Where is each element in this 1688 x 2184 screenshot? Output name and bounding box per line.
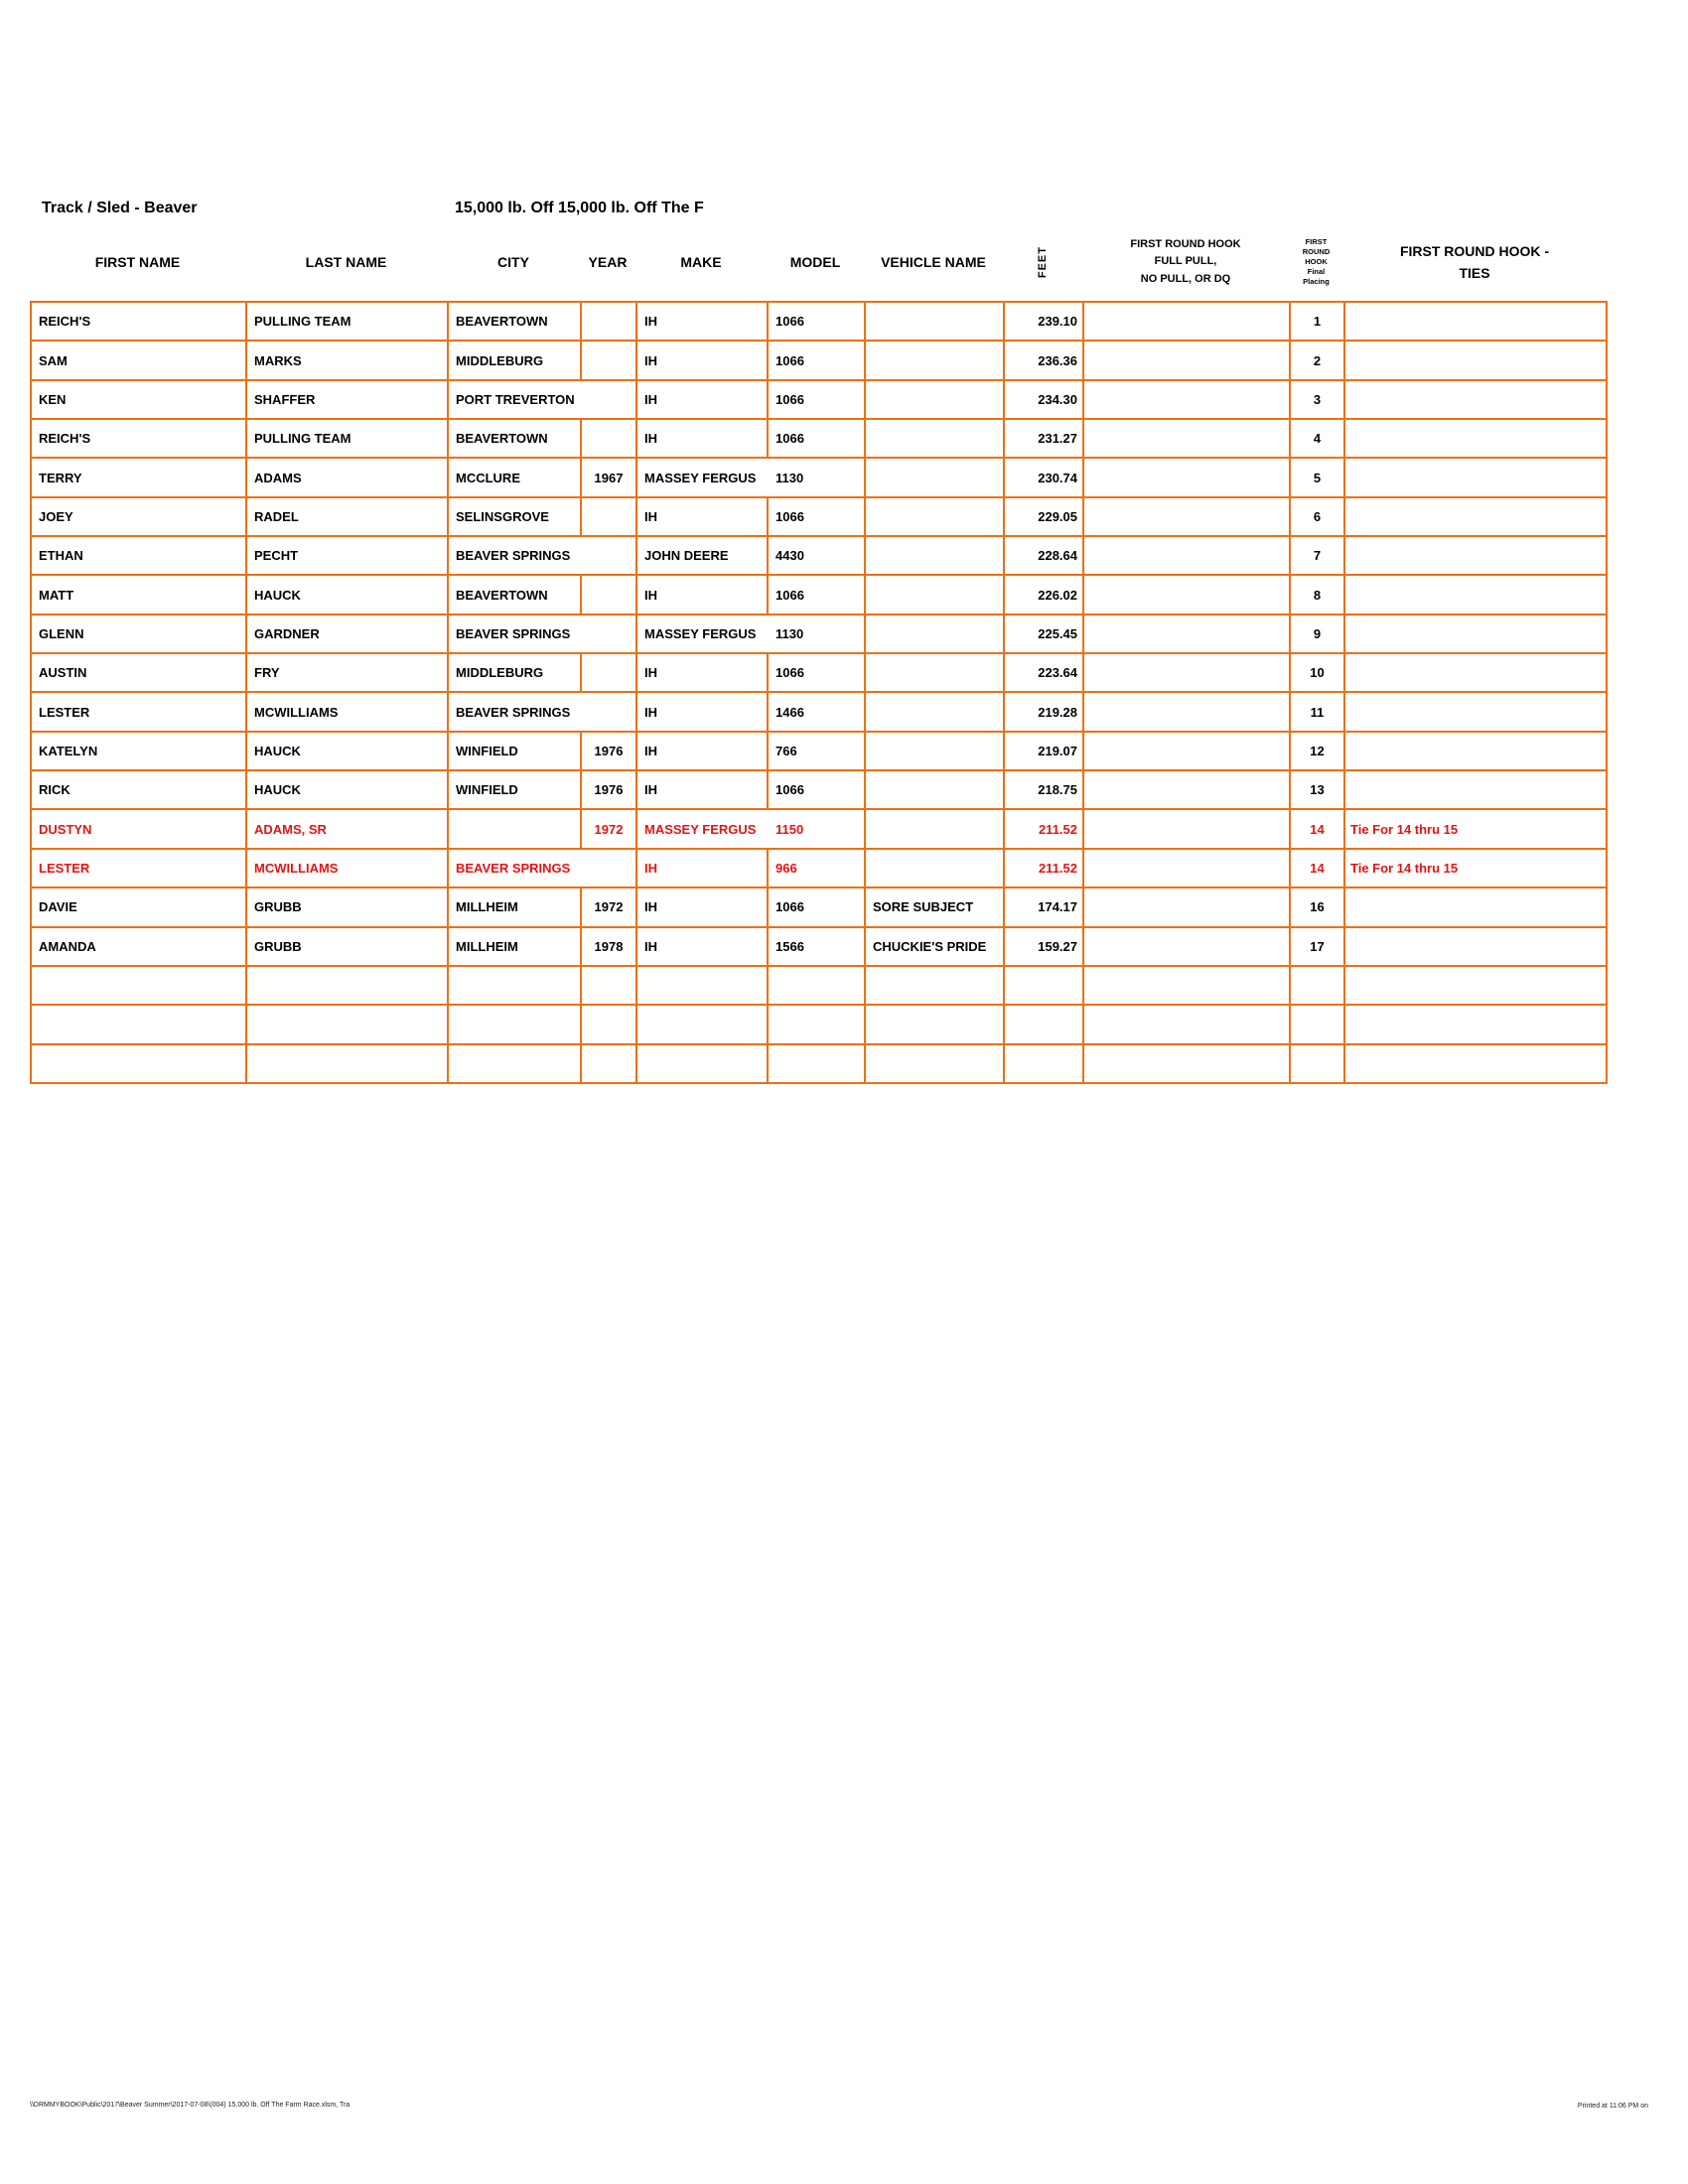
cell-city [449, 967, 582, 1006]
cell-year [582, 693, 637, 732]
cell-make: IH [637, 654, 769, 693]
cell-tie-note [1345, 303, 1608, 341]
cell-last-name: GRUBB [247, 928, 449, 967]
cell-city: SELINSGROVE [449, 498, 582, 537]
hook-header-line: FULL PULL, [1154, 255, 1217, 268]
cell-make: MASSEY FERGUS [637, 615, 769, 654]
cell-last-name [247, 1006, 449, 1044]
track-sled-title: Track / Sled - Beaver [42, 200, 198, 216]
cell-city: MIDDLEBURG [449, 341, 582, 380]
cell-model: 1066 [769, 498, 866, 537]
cell-last-name: GARDNER [247, 615, 449, 654]
cell-tie-note [1345, 537, 1608, 576]
cell-final-placing: 2 [1291, 341, 1345, 380]
cell-feet: 225.45 [1005, 615, 1084, 654]
cell-year [582, 303, 637, 341]
cell-final-placing: 6 [1291, 498, 1345, 537]
placing-header-line: Final [1307, 267, 1326, 277]
cell-model: 1066 [769, 771, 866, 810]
cell-make: IH [637, 303, 769, 341]
cell-tie-note [1345, 459, 1608, 497]
cell-feet: 236.36 [1005, 341, 1084, 380]
cell-first-name: REICH'S [32, 420, 247, 459]
cell-model: 1066 [769, 576, 866, 614]
cell-make: JOHN DEERE [637, 537, 769, 576]
cell-city: MILLHEIM [449, 928, 582, 967]
cell-vehicle-name [866, 771, 1005, 810]
cell-first-round-hook-result [1084, 810, 1291, 849]
cell-first-round-hook-result [1084, 459, 1291, 497]
cell-first-round-hook-result [1084, 967, 1291, 1006]
cell-city [449, 1045, 582, 1084]
col-header-year: YEAR [588, 253, 628, 270]
cell-model [769, 1045, 866, 1084]
cell-vehicle-name [866, 381, 1005, 420]
printed-timestamp-footer: Printed at 11:06 PM on [1577, 2103, 1648, 2110]
cell-feet: 219.07 [1005, 733, 1084, 771]
column-header-row [30, 224, 1606, 300]
cell-make [637, 1006, 769, 1044]
cell-first-round-hook-result [1084, 888, 1291, 927]
cell-last-name: MCWILLIAMS [247, 850, 449, 888]
hook-header-line: NO PULL, OR DQ [1140, 272, 1231, 285]
cell-city [449, 810, 582, 849]
cell-last-name: RADEL [247, 498, 449, 537]
cell-year [582, 1006, 637, 1044]
cell-city: BEAVERTOWN [449, 576, 582, 614]
cell-model: 1066 [769, 341, 866, 380]
cell-first-name: JOEY [32, 498, 247, 537]
placing-header-line: Placing [1303, 277, 1330, 287]
cell-city [449, 1006, 582, 1044]
cell-feet: 159.27 [1005, 928, 1084, 967]
cell-final-placing: 16 [1291, 888, 1345, 927]
cell-city: WINFIELD [449, 771, 582, 810]
cell-first-name: DUSTYN [32, 810, 247, 849]
cell-vehicle-name [866, 498, 1005, 537]
col-header-city: CITY [497, 253, 529, 270]
cell-city: BEAVER SPRINGS [449, 693, 582, 732]
cell-vehicle-name [866, 537, 1005, 576]
cell-last-name: HAUCK [247, 733, 449, 771]
cell-model: 1466 [769, 693, 866, 732]
cell-year: 1976 [582, 733, 637, 771]
cell-last-name: SHAFFER [247, 381, 449, 420]
cell-first-name: KATELYN [32, 733, 247, 771]
cell-first-round-hook-result [1084, 1045, 1291, 1084]
cell-make: IH [637, 498, 769, 537]
cell-vehicle-name [866, 420, 1005, 459]
cell-last-name [247, 967, 449, 1006]
cell-city: BEAVER SPRINGS [449, 537, 582, 576]
file-path-footer: \\DRMMYBOOK\Public\2017\Beaver Summer\2017-07-08\(004) 15,000 lb. Off The Farm Race.xlsm, Tra [30, 2102, 351, 2109]
cell-first-name: GLENN [32, 615, 247, 654]
cell-vehicle-name [866, 850, 1005, 888]
cell-first-round-hook-result [1084, 576, 1291, 614]
cell-feet: 234.30 [1005, 381, 1084, 420]
cell-model [769, 967, 866, 1006]
cell-first-round-hook-result [1084, 537, 1291, 576]
cell-vehicle-name [866, 1045, 1005, 1084]
cell-make: IH [637, 733, 769, 771]
cell-first-round-hook-result [1084, 341, 1291, 380]
cell-first-name: LESTER [32, 850, 247, 888]
cell-first-round-hook-result [1084, 654, 1291, 693]
cell-first-round-hook-result [1084, 771, 1291, 810]
cell-last-name: ADAMS, SR [247, 810, 449, 849]
cell-first-name [32, 967, 247, 1006]
weight-class-title: 15,000 lb. Off 15,000 lb. Off The F [455, 200, 704, 216]
cell-last-name: MCWILLIAMS [247, 693, 449, 732]
cell-last-name: ADAMS [247, 459, 449, 497]
cell-year [582, 850, 637, 888]
cell-feet [1005, 1045, 1084, 1084]
cell-city: BEAVER SPRINGS [449, 615, 582, 654]
cell-tie-note [1345, 420, 1608, 459]
cell-tie-note [1345, 654, 1608, 693]
cell-vehicle-name [866, 693, 1005, 732]
cell-last-name: PECHT [247, 537, 449, 576]
cell-vehicle-name: SORE SUBJECT [866, 888, 1005, 927]
cell-final-placing: 13 [1291, 771, 1345, 810]
cell-tie-note [1345, 771, 1608, 810]
cell-first-name: ETHAN [32, 537, 247, 576]
cell-final-placing: 10 [1291, 654, 1345, 693]
cell-feet: 226.02 [1005, 576, 1084, 614]
cell-model [769, 1006, 866, 1044]
cell-model: 1066 [769, 654, 866, 693]
col-header-first-round-hook-result [1082, 224, 1289, 300]
cell-tie-note [1345, 928, 1608, 967]
col-header-final-placing [1289, 224, 1343, 300]
cell-tie-note [1345, 888, 1608, 927]
cell-make: IH [637, 381, 769, 420]
cell-year: 1978 [582, 928, 637, 967]
cell-final-placing [1291, 1006, 1345, 1044]
cell-first-name: KEN [32, 381, 247, 420]
cell-make: IH [637, 420, 769, 459]
cell-year [582, 1045, 637, 1084]
cell-final-placing [1291, 967, 1345, 1006]
cell-make: IH [637, 341, 769, 380]
cell-make: IH [637, 888, 769, 927]
cell-feet: 218.75 [1005, 771, 1084, 810]
cell-first-name: RICK [32, 771, 247, 810]
cell-feet [1005, 967, 1084, 1006]
cell-vehicle-name [866, 459, 1005, 497]
cell-vehicle-name [866, 576, 1005, 614]
cell-first-round-hook-result [1084, 928, 1291, 967]
cell-model: 1150 [769, 810, 866, 849]
cell-city: MILLHEIM [449, 888, 582, 927]
cell-final-placing: 9 [1291, 615, 1345, 654]
cell-final-placing: 12 [1291, 733, 1345, 771]
cell-make: MASSEY FERGUS [637, 459, 769, 497]
cell-first-name [32, 1006, 247, 1044]
cell-feet: 211.52 [1005, 850, 1084, 888]
cell-tie-note [1345, 341, 1608, 380]
cell-model: 4430 [769, 537, 866, 576]
cell-year [582, 381, 637, 420]
cell-tie-note [1345, 693, 1608, 732]
feet-vertical-label: FEET [1036, 245, 1049, 279]
cell-vehicle-name [866, 733, 1005, 771]
cell-tie-note: Tie For 14 thru 15 [1345, 810, 1608, 849]
cell-make: IH [637, 693, 769, 732]
cell-final-placing: 14 [1291, 850, 1345, 888]
cell-last-name: HAUCK [247, 576, 449, 614]
cell-city: BEAVER SPRINGS [449, 850, 582, 888]
cell-city: BEAVERTOWN [449, 303, 582, 341]
col-header-ties [1343, 224, 1606, 300]
cell-final-placing: 11 [1291, 693, 1345, 732]
cell-first-name: TERRY [32, 459, 247, 497]
cell-year [582, 498, 637, 537]
cell-final-placing: 4 [1291, 420, 1345, 459]
cell-vehicle-name: CHUCKIE'S PRIDE [866, 928, 1005, 967]
placing-header-line: HOOK [1305, 256, 1328, 266]
placing-header-line: FIRST [1305, 236, 1328, 246]
cell-tie-note [1345, 1006, 1608, 1044]
cell-model: 1066 [769, 381, 866, 420]
col-header-feet [1003, 224, 1082, 300]
cell-last-name: PULLING TEAM [247, 420, 449, 459]
cell-city: WINFIELD [449, 733, 582, 771]
placing-header-line: ROUND [1302, 246, 1331, 256]
cell-first-name: MATT [32, 576, 247, 614]
col-header-make: MAKE [680, 253, 722, 270]
cell-make: IH [637, 576, 769, 614]
cell-make: IH [637, 928, 769, 967]
cell-vehicle-name [866, 810, 1005, 849]
cell-make: MASSEY FERGUS [637, 810, 769, 849]
cell-model: 1066 [769, 303, 866, 341]
cell-first-round-hook-result [1084, 381, 1291, 420]
cell-year [582, 341, 637, 380]
results-table [30, 301, 1608, 1084]
cell-model: 1066 [769, 888, 866, 927]
cell-feet: 229.05 [1005, 498, 1084, 537]
cell-final-placing: 14 [1291, 810, 1345, 849]
cell-make: IH [637, 850, 769, 888]
cell-feet: 174.17 [1005, 888, 1084, 927]
cell-first-round-hook-result [1084, 693, 1291, 732]
cell-tie-note [1345, 498, 1608, 537]
cell-vehicle-name [866, 341, 1005, 380]
cell-first-round-hook-result [1084, 733, 1291, 771]
cell-year [582, 654, 637, 693]
cell-city: MIDDLEBURG [449, 654, 582, 693]
col-header-first-name: FIRST NAME [94, 253, 181, 270]
cell-last-name: FRY [247, 654, 449, 693]
ties-header-line: FIRST ROUND HOOK - [1399, 242, 1550, 259]
cell-make: IH [637, 771, 769, 810]
cell-last-name [247, 1045, 449, 1084]
cell-first-round-hook-result [1084, 420, 1291, 459]
col-header-vehicle-name: VEHICLE NAME [881, 253, 986, 270]
cell-final-placing [1291, 1045, 1345, 1084]
cell-city: BEAVERTOWN [449, 420, 582, 459]
cell-vehicle-name [866, 303, 1005, 341]
cell-feet: 239.10 [1005, 303, 1084, 341]
cell-year [582, 615, 637, 654]
ties-header-line: TIES [1459, 265, 1490, 281]
cell-first-name: LESTER [32, 693, 247, 732]
cell-vehicle-name [866, 1006, 1005, 1044]
cell-feet: 228.64 [1005, 537, 1084, 576]
cell-tie-note [1345, 615, 1608, 654]
col-header-model: MODEL [789, 253, 841, 270]
cell-model: 766 [769, 733, 866, 771]
cell-tie-note [1345, 1045, 1608, 1084]
cell-final-placing: 17 [1291, 928, 1345, 967]
cell-year: 1976 [582, 771, 637, 810]
cell-feet: 223.64 [1005, 654, 1084, 693]
cell-final-placing: 1 [1291, 303, 1345, 341]
cell-final-placing: 7 [1291, 537, 1345, 576]
cell-vehicle-name [866, 615, 1005, 654]
cell-model: 1566 [769, 928, 866, 967]
cell-city: MCCLURE [449, 459, 582, 497]
cell-final-placing: 8 [1291, 576, 1345, 614]
cell-model: 966 [769, 850, 866, 888]
cell-first-round-hook-result [1084, 850, 1291, 888]
cell-year: 1972 [582, 810, 637, 849]
cell-first-name [32, 1045, 247, 1084]
cell-feet [1005, 1006, 1084, 1044]
col-header-last-name: LAST NAME [305, 253, 387, 270]
cell-first-round-hook-result [1084, 615, 1291, 654]
cell-year [582, 576, 637, 614]
cell-first-round-hook-result [1084, 1006, 1291, 1044]
cell-tie-note [1345, 967, 1608, 1006]
cell-vehicle-name [866, 967, 1005, 1006]
cell-tie-note [1345, 733, 1608, 771]
cell-model: 1130 [769, 615, 866, 654]
cell-final-placing: 5 [1291, 459, 1345, 497]
cell-year [582, 420, 637, 459]
cell-last-name: HAUCK [247, 771, 449, 810]
cell-year: 1972 [582, 888, 637, 927]
cell-tie-note [1345, 381, 1608, 420]
cell-first-name: DAVIE [32, 888, 247, 927]
cell-feet: 211.52 [1005, 810, 1084, 849]
cell-year [582, 967, 637, 1006]
cell-make [637, 967, 769, 1006]
hook-header-line: FIRST ROUND HOOK [1130, 237, 1241, 250]
cell-model: 1130 [769, 459, 866, 497]
cell-feet: 230.74 [1005, 459, 1084, 497]
cell-year [582, 537, 637, 576]
cell-first-name: SAM [32, 341, 247, 380]
cell-last-name: PULLING TEAM [247, 303, 449, 341]
cell-city: PORT TREVERTON [449, 381, 582, 420]
cell-first-round-hook-result [1084, 498, 1291, 537]
cell-tie-note: Tie For 14 thru 15 [1345, 850, 1608, 888]
cell-last-name: MARKS [247, 341, 449, 380]
cell-feet: 231.27 [1005, 420, 1084, 459]
cell-year: 1967 [582, 459, 637, 497]
cell-first-round-hook-result [1084, 303, 1291, 341]
cell-vehicle-name [866, 654, 1005, 693]
cell-first-name: AMANDA [32, 928, 247, 967]
cell-final-placing: 3 [1291, 381, 1345, 420]
cell-feet: 219.28 [1005, 693, 1084, 732]
cell-model: 1066 [769, 420, 866, 459]
cell-last-name: GRUBB [247, 888, 449, 927]
cell-tie-note [1345, 576, 1608, 614]
cell-first-name: AUSTIN [32, 654, 247, 693]
cell-make [637, 1045, 769, 1084]
cell-first-name: REICH'S [32, 303, 247, 341]
